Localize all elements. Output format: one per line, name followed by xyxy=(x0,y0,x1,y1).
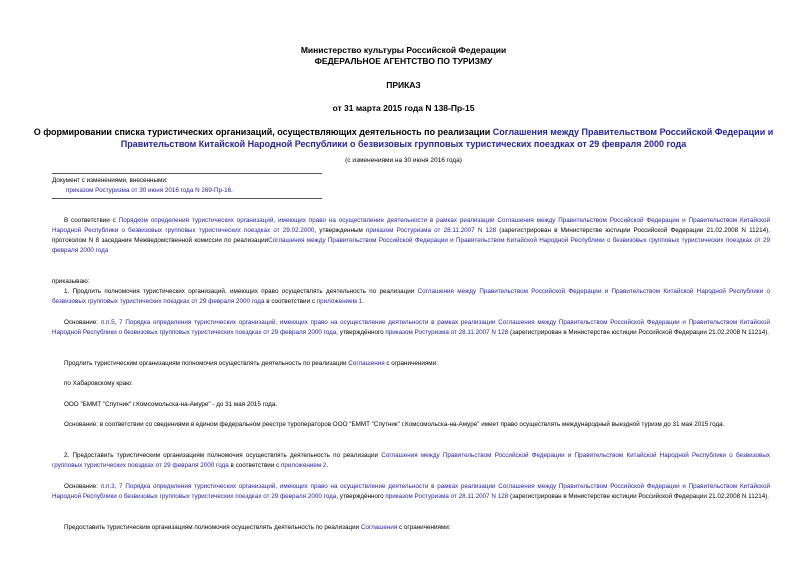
region-heading: по Хабаровскому краю: xyxy=(64,380,133,387)
changes-note: (с изменениями на 30 июня 2016 года) xyxy=(345,157,462,164)
basis-1-procedure-link[interactable]: п.п.5, 7 Порядка определения туристических организаций, имеющих право на осуществление деятельности в рамках реализации Соглашения между Правительством Российской Федерации и Правительством Китайской Народной Республики о безвизовых групповых туристических поездках от 29 февраля 2000 года xyxy=(52,319,770,336)
grant-text-2: с ограничениями: xyxy=(397,524,451,531)
changes-box-label: Документ с изменениями, внесенными: xyxy=(52,177,168,184)
grant-text-1: Предоставить туристическим организациям полномочия осуществлять деятельность по реализации xyxy=(64,524,361,531)
item-1-text-1: 1. Продлить полномочия туристических организаций, имеющих право осуществлять деятельность по реализации xyxy=(64,288,418,295)
changes-box-top-rule xyxy=(52,173,322,174)
title-text: О формировании списка туристических организаций, осуществляющих деятельность по реализации xyxy=(33,127,493,137)
item-1-agreement-link[interactable]: Соглашения между Правительством Российской Федерации и Правительством Китайской Народной Республики о безвизовых групповых туристических поездках от 29 февраля 2000 года xyxy=(52,288,770,305)
grant-agreement-link[interactable]: Соглашения xyxy=(360,524,398,531)
basis-1-order-link[interactable]: приказом Ростуризма от 28.11.2007 N 128 xyxy=(385,329,509,336)
appendix-2-link[interactable]: приложением 2 xyxy=(281,462,327,469)
changes-box-tail: . xyxy=(231,187,233,194)
grant-paragraph xyxy=(52,523,770,533)
title-agreement-link[interactable]: Соглашения между Правительством Российской Федерации и Правительством Китайской Народной Республики о безвизовых групповых туристических поездках от 29 февраля 2000 года xyxy=(120,127,774,149)
basis-2-text-1: Основание: xyxy=(64,483,101,490)
registry-basis-paragraph: Основание: в соответствии со сведениями в едином федеральном реестре туроператоров ООО "БММТ "Спутник" г.Комсомольска-на-Амуре" имеет право осуществлять международный выездной туризм до 31 мая 2015 года. xyxy=(64,421,725,428)
changes-box-entry xyxy=(66,186,233,196)
basis-2-text-3: (зарегистрирован в Министерстве юстиции Российской Федерации 21.02.2008 N 11214). xyxy=(508,493,770,500)
document-date-number: от 31 марта 2015 года N 138-Пр-15 xyxy=(332,103,475,113)
item-2-agreement-link[interactable]: Соглашения между Правительством Российской Федерации и Правительством Китайской Народной Республики о безвизовых групповых туристических поездках от 29 февраля 2000 года xyxy=(52,452,771,469)
basis-2-order-link[interactable]: приказом Ростуризма от 28.11.2007 N 128 xyxy=(385,493,509,500)
basis-2-paragraph xyxy=(52,482,770,502)
procedure-link[interactable]: Порядком определения туристических организаций, имеющих право на осуществление деятельности в рамках реализации Соглашения между Правительством Российской Федерации и Правительством Китайской Народной Республики о безвизовых групповых туристических поездках от 29.02.2000 xyxy=(52,217,771,234)
preamble-text-2: , утвержденным xyxy=(314,227,367,234)
extend-paragraph xyxy=(52,359,770,369)
item-1-paragraph xyxy=(52,287,770,307)
item-2-paragraph xyxy=(52,451,770,471)
preamble-text-1: В соответствии с xyxy=(64,217,119,224)
basis-2-procedure-link[interactable]: п.п.3, 7 Порядка определения туристических организаций, имеющих право на осуществление деятельности в рамках реализации Соглашения между Правительством Российской Федерации и Правительством Китайской Народной Республики о безвизовых групповых туристических поездках от 29 февраля 2000 года xyxy=(52,483,770,500)
basis-1-paragraph xyxy=(52,318,770,338)
basis-1-text-3: (зарегистрирован в Министерстве юстиции Российской Федерации 21.02.2008 N 11214). xyxy=(508,329,770,336)
agreement-link[interactable]: Соглашения между Правительством Российской Федерации и Правительством Китайской Народной Республики о безвизовых групповых туристических поездках от 29 февраля 2000 года xyxy=(52,237,771,254)
ministry-name: Министерство культуры Российской Федерации xyxy=(300,45,507,55)
preamble-text-3: (зарегистрирован в Министерстве юстиции Российской Федерации 21.02.2008 N 11214), протоколом N 8 заседания Межведомственной комиссии по реализации xyxy=(52,227,770,244)
item-1-text-2: в соответствии с xyxy=(264,298,317,305)
item-2-text-2: в соответствии с xyxy=(228,462,281,469)
agency-name: ФЕДЕРАЛЬНОЕ АГЕНТСТВО ПО ТУРИЗМУ xyxy=(314,56,493,66)
changes-box-bottom-rule xyxy=(52,198,322,199)
basis-1-text-2: , утверждённого xyxy=(336,329,386,336)
rosturizm-order-link[interactable]: приказом Ростуризма от 28.11.2007 N 128 xyxy=(366,227,497,234)
appendix-1-link[interactable]: приложением 1 xyxy=(316,298,363,305)
basis-1-text-1: Основание: xyxy=(64,319,101,326)
item-2-text-3: . xyxy=(326,462,329,469)
amending-order-link[interactable]: приказом Ростуризма от 30 июня 2016 года N 269-Пр-16 xyxy=(66,187,232,194)
extend-text-1: Продлить туристическим организациям полномочия осуществлять деятельность по реализации xyxy=(64,360,349,367)
extend-agreement-link[interactable]: Соглашения xyxy=(348,360,385,367)
document-type: ПРИКАЗ xyxy=(386,80,421,90)
organization-entry: ООО "БММТ "Спутник" г.Комсомольска-на-Амуре" - до 31 мая 2015 года. xyxy=(64,401,278,408)
preamble-paragraph xyxy=(52,216,770,256)
orders-word: приказываю: xyxy=(52,278,90,285)
item-1-text-3: . xyxy=(362,298,364,305)
document-title xyxy=(30,126,777,150)
basis-2-text-2: , утверждённого xyxy=(336,493,386,500)
extend-text-2: с ограничениями: xyxy=(384,360,438,367)
item-2-text-1: 2. Предоставить туристическим организациям полномочия осуществлять деятельность по реализации xyxy=(64,452,382,459)
